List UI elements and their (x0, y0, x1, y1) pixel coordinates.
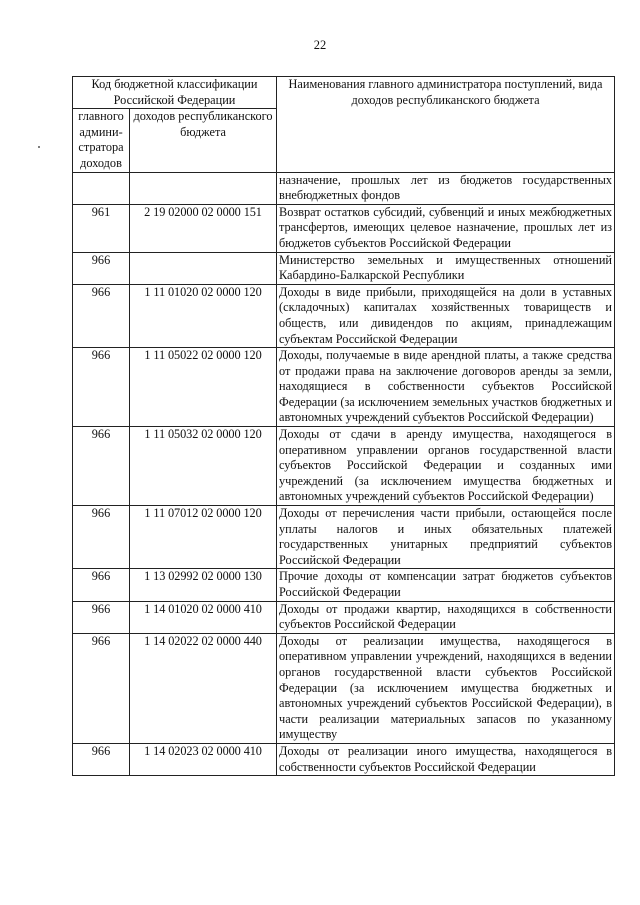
table-row (73, 348, 615, 427)
table-row (73, 284, 615, 347)
table-row (73, 633, 615, 743)
income-code-cell (130, 252, 277, 284)
admin-code-cell: 961 (73, 204, 130, 252)
income-code-cell: 1 14 02022 02 0000 440 (130, 633, 277, 743)
page-number: 22 (313, 38, 327, 52)
admin-code-cell: 966 (73, 506, 130, 569)
table-row (73, 252, 615, 284)
name-cell: Доходы, получаемые в виде арендной платы, а также средства от продажи права на заключение договоров аренды за земли, находящиеся в собственности субъектов Российской Федерации (за исключением земельных участков бюджетных и автономных учреждений субъектов Российской Федерации) (277, 348, 615, 427)
table-row (73, 172, 615, 204)
admin-code-cell: 966 (73, 252, 130, 284)
table-row (73, 427, 615, 506)
budget-classification-table (72, 76, 615, 776)
name-cell: Доходы от сдачи в аренду имущества, находящегося в оперативном управлении органов государственной власти субъектов Российской Федерации и созданных ими учреждений (за исключением имущества бюджетных и автономных учреждений субъектов Российской Федерации) (277, 427, 615, 506)
table-row (73, 506, 615, 569)
table-row (73, 601, 615, 633)
admin-code-cell: 966 (73, 284, 130, 347)
name-cell: Министерство земельных и имущественных отношений Кабардино-Балкарской Республики (277, 252, 615, 284)
name-cell: назначение, прошлых лет из бюджетов государственных внебюджетных фондов (277, 172, 615, 204)
name-cell: Доходы в виде прибыли, приходящейся на доли в уставных (складочных) капиталах хозяйственных товариществ и обществ, или дивидендов по акциям, принадлежащим субъектам Российской Федерации (277, 284, 615, 347)
table-row (73, 569, 615, 601)
admin-code-cell: 966 (73, 601, 130, 633)
name-cell: Доходы от реализации имущества, находящегося в оперативном управлении учреждений, находящихся в ведении органов государственной власти субъектов Российской Федерации (за исключением имущества бюджетных и автономных учреждений субъектов Российской Федерации), в части реализации материальных запасов по указанному имуществу (277, 633, 615, 743)
scan-speck (38, 146, 40, 148)
table-row (73, 743, 615, 775)
name-cell: Доходы от перечисления части прибыли, остающейся после уплаты налогов и иных обязательных платежей государственных унитарных предприятий субъектов Российской Федерации (277, 506, 615, 569)
header-name: Наименования главного администратора поступлений, вида доходов республиканского бюджета (277, 77, 615, 173)
name-cell: Прочие доходы от компенсации затрат бюджетов субъектов Российской Федерации (277, 569, 615, 601)
table-row (73, 204, 615, 252)
income-code-cell: 1 14 02023 02 0000 410 (130, 743, 277, 775)
admin-code-cell: 966 (73, 743, 130, 775)
name-cell: Возврат остатков субсидий, субвенций и иных межбюджетных трансфертов, имеющих целевое назначение, прошлых лет из бюджетов субъектов Российской Федерации (277, 204, 615, 252)
header-code-group: Код бюджетной классификации Российской Федерации (73, 77, 277, 109)
admin-code-cell (73, 172, 130, 204)
header-income: доходов республиканского бюджета (130, 109, 277, 172)
income-code-cell (130, 172, 277, 204)
income-code-cell: 1 11 05022 02 0000 120 (130, 348, 277, 427)
header-admin: главного админи-стратора доходов (73, 109, 130, 172)
income-code-cell: 2 19 02000 02 0000 151 (130, 204, 277, 252)
admin-code-cell: 966 (73, 348, 130, 427)
income-code-cell: 1 11 05032 02 0000 120 (130, 427, 277, 506)
income-code-cell: 1 11 07012 02 0000 120 (130, 506, 277, 569)
header-row-top (73, 77, 615, 109)
name-cell: Доходы от реализации иного имущества, находящегося в собственности субъектов Российской Федерации (277, 743, 615, 775)
admin-code-cell: 966 (73, 427, 130, 506)
name-cell: Доходы от продажи квартир, находящихся в собственности субъектов Российской Федерации (277, 601, 615, 633)
income-code-cell: 1 13 02992 02 0000 130 (130, 569, 277, 601)
income-code-cell: 1 14 01020 02 0000 410 (130, 601, 277, 633)
income-code-cell: 1 11 01020 02 0000 120 (130, 284, 277, 347)
admin-code-cell: 966 (73, 569, 130, 601)
admin-code-cell: 966 (73, 633, 130, 743)
